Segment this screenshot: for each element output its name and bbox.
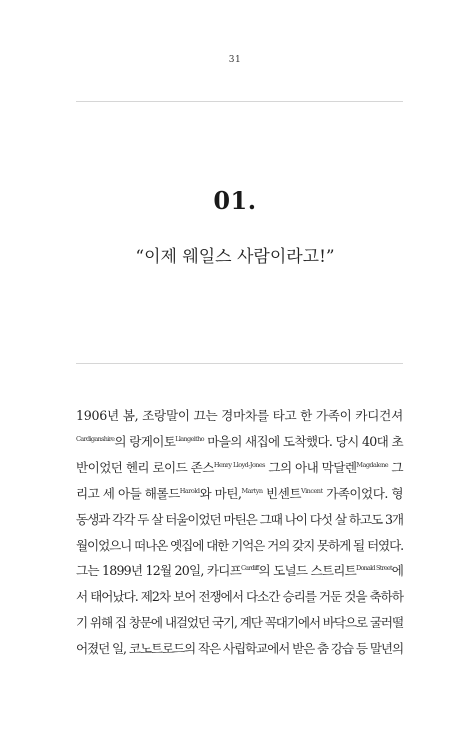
body-text-span: 동생과 각각 두 살 터울이었던 마틴은 그때 나이 다섯 살 하고도 3개 — [76, 511, 404, 527]
body-text-span: 와 마틴, — [199, 485, 242, 501]
page-number: 31 — [228, 55, 242, 65]
body-text — [76, 403, 403, 662]
body-line-3 — [76, 455, 403, 481]
chapter-number: 01. — [213, 186, 257, 215]
body-text-span: 리고 세 아들 해롤드 — [76, 485, 180, 501]
body-text-span: 빈센트 — [262, 485, 302, 501]
body-text-span: 마을의 새집에 도착했다. 당시 40대 초 — [203, 433, 403, 449]
body-text-span: 어졌던 일, 코노트로드의 작은 사립학교에서 받은 춤 강습 등 말년의 — [76, 641, 403, 657]
footnote-gloss: Donald Street — [356, 564, 392, 573]
body-text-span: 반이었던 헨리 로이드 존스 — [76, 459, 214, 475]
body-text-span: 에 — [391, 563, 404, 579]
body-text-span: 의 랑게이토 — [114, 433, 176, 449]
body-text-span: 가족이었다. 형 — [322, 485, 404, 501]
footnote-gloss: Cardiganshire — [76, 434, 115, 443]
body-text-span: 그의 아내 막달렌 — [264, 459, 357, 475]
body-line-10 — [76, 636, 403, 662]
footnote-gloss: Harold — [179, 486, 200, 495]
body-text-span: 서 태어났다. 제2차 보어 전쟁에서 다소간 승리를 거둔 것을 축하하 — [76, 589, 403, 605]
footnote-gloss: Magdalene — [356, 460, 388, 469]
footnote-gloss: Henry Lloyd-Jones — [213, 460, 265, 469]
body-text-span: 기 위해 집 창문에 내걸었던 국기, 계단 꼭대기에서 바닥으로 굴러떨 — [76, 615, 403, 631]
body-text-span: 1906년 봄, 조랑말이 끄는 경마차를 타고 한 가족이 카디건셔 — [76, 408, 403, 423]
body-line-2 — [76, 429, 403, 455]
footnote-gloss: Martyn — [241, 486, 263, 495]
body-text-span: 그 — [387, 459, 404, 475]
body-line-4 — [76, 481, 403, 507]
body-text-span: 월이었으니 떠나온 옛집에 대한 기억은 거의 갖지 못하게 될 터였다. — [76, 537, 403, 553]
body-line-1 — [76, 403, 403, 429]
footnote-gloss: Cardiff — [240, 564, 259, 573]
body-line-6 — [76, 533, 403, 559]
body-line-8 — [76, 584, 403, 610]
bottom-divider — [76, 363, 403, 364]
top-divider — [76, 101, 403, 102]
footnote-gloss: Vincent — [301, 486, 323, 495]
chapter-title: “이제 웨일스 사람이라고!” — [135, 247, 335, 267]
body-line-9 — [76, 610, 403, 636]
body-text-span: 그는 1899년 12월 20일, 카디프 — [76, 563, 241, 579]
body-line-7 — [76, 558, 403, 584]
body-line-5 — [76, 507, 403, 533]
body-text-span: 의 도널드 스트리트 — [258, 563, 357, 579]
footnote-gloss: Llangeitho — [175, 434, 204, 443]
